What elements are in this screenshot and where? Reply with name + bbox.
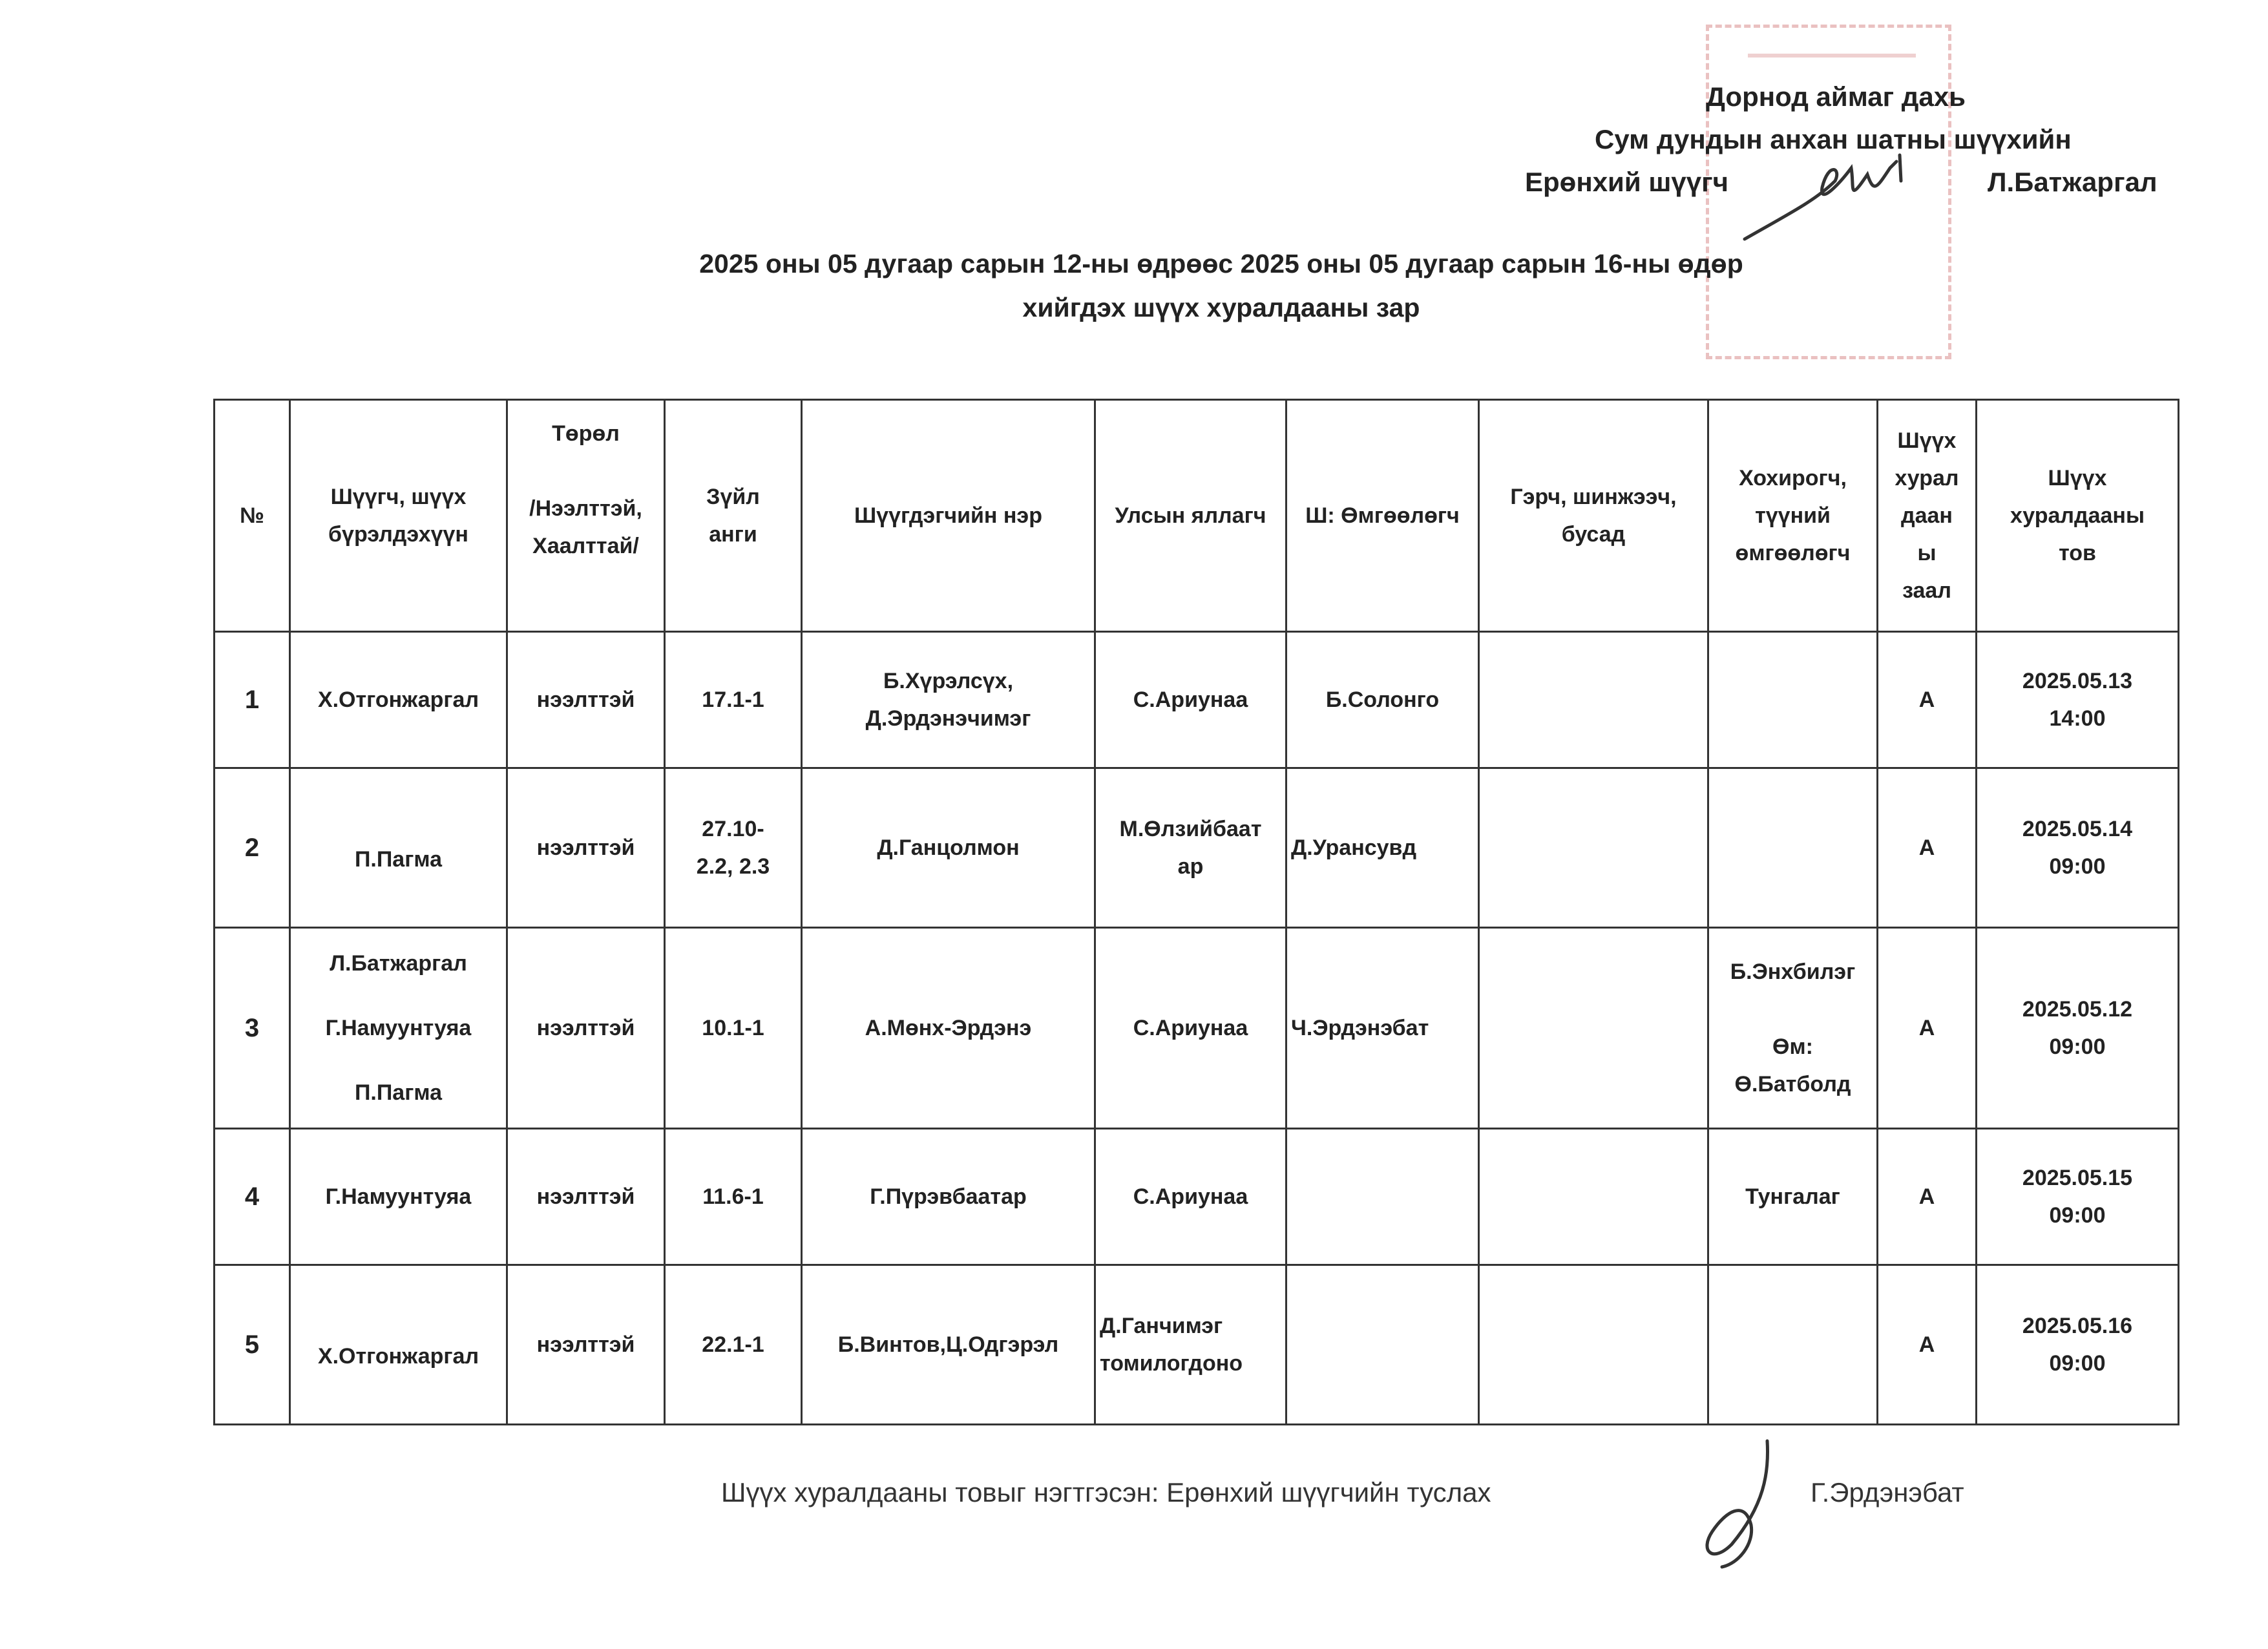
row-defendant: Б.Хүрэлсүх, Д.Эрдэнэчимэг	[802, 632, 1095, 768]
table-row	[215, 928, 2179, 1129]
row-article: 17.1-1	[665, 632, 802, 768]
row-defense: Д.Урансувд	[1286, 768, 1479, 928]
row-schedule: 2025.05.12 09:00	[1977, 928, 2179, 1129]
footer-signer: Г.Эрдэнэбат	[1811, 1477, 1964, 1507]
row-schedule: 2025.05.13 14:00	[1977, 632, 2179, 768]
col-header-judge: Шүүгч, шүүх бүрэлдэхүүн	[290, 400, 507, 632]
col-header-witness: Гэрч, шинжээч, бусад	[1479, 400, 1708, 632]
header-line-2: Сум дундын анхан шатны шүүхийн	[1595, 124, 2072, 154]
row-no: 3	[215, 928, 290, 1129]
row-witness	[1479, 632, 1708, 768]
table-row	[215, 1129, 2179, 1265]
row-type: нээлттэй	[507, 632, 665, 768]
table-row	[215, 768, 2179, 928]
table-row	[215, 1265, 2179, 1425]
row-no: 2	[215, 768, 290, 928]
row-victim	[1708, 768, 1878, 928]
header-signer: Л.Батжаргал	[1988, 167, 2158, 197]
table-row	[215, 632, 2179, 768]
col-header-defendant: Шүүгдэгчийн нэр	[802, 400, 1095, 632]
row-defense: Ч.Эрдэнэбат	[1286, 928, 1479, 1129]
row-article: 11.6-1	[665, 1129, 802, 1265]
row-no: 1	[215, 632, 290, 768]
table-header-row	[215, 400, 2179, 632]
row-room: А	[1878, 1265, 1977, 1425]
row-prosecutor: С.Ариунаа	[1095, 928, 1286, 1129]
page-title: 2025 оны 05 дугаар сарын 12-ны өдрөөс 2025 оны 05 дугаар сарын 16-ны өдөр	[699, 249, 1743, 278]
row-judge: Х.Отгонжаргал	[290, 632, 507, 768]
footer-note: Шүүх хуралдааны товыг нэгтгэсэн: Ерөнхий шүүгчийн туслах	[721, 1477, 1491, 1507]
row-defendant: Г.Пүрэвбаатар	[802, 1129, 1095, 1265]
row-judge: Г.Намуунтуяа	[290, 1129, 507, 1265]
row-witness	[1479, 928, 1708, 1129]
row-defendant: Д.Ганцолмон	[802, 768, 1095, 928]
row-witness	[1479, 1265, 1708, 1425]
col-header-article: Зүйл анги	[665, 400, 802, 632]
col-header-no: №	[215, 400, 290, 632]
row-prosecutor: С.Ариунаа	[1095, 1129, 1286, 1265]
row-prosecutor: Д.Ганчимэг томилогдоно	[1095, 1265, 1286, 1425]
row-judge: П.Пагма	[290, 768, 507, 928]
col-header-prosecutor: Улсын яллагч	[1095, 400, 1286, 632]
row-victim	[1708, 632, 1878, 768]
row-type: нээлттэй	[507, 1129, 665, 1265]
row-prosecutor: С.Ариунаа	[1095, 632, 1286, 768]
hearing-schedule-table	[213, 399, 2179, 1425]
row-witness	[1479, 768, 1708, 928]
row-victim	[1708, 1265, 1878, 1425]
row-defense	[1286, 1129, 1479, 1265]
row-no: 4	[215, 1129, 290, 1265]
row-defense	[1286, 1265, 1479, 1425]
row-judge: Х.Отгонжаргал	[290, 1265, 507, 1425]
row-article: 27.10- 2.2, 2.3	[665, 768, 802, 928]
row-schedule: 2025.05.16 09:00	[1977, 1265, 2179, 1425]
row-article: 22.1-1	[665, 1265, 802, 1425]
row-type: нээлттэй	[507, 768, 665, 928]
row-room: А	[1878, 928, 1977, 1129]
row-schedule: 2025.05.14 09:00	[1977, 768, 2179, 928]
row-article: 10.1-1	[665, 928, 802, 1129]
row-victim: Тунгалаг	[1708, 1129, 1878, 1265]
row-witness	[1479, 1129, 1708, 1265]
row-type: нээлттэй	[507, 928, 665, 1129]
row-room: А	[1878, 768, 1977, 928]
col-header-room: Шүүх хурал даан ы заал	[1878, 400, 1977, 632]
row-room: А	[1878, 632, 1977, 768]
page-subtitle: хийгдэх шүүх хуралдааны зар	[1022, 293, 1420, 322]
row-defense: Б.Солонго	[1286, 632, 1479, 768]
chief-judge-signature	[1738, 142, 1971, 246]
col-header-defense: Ш: Өмгөөлөгч	[1286, 400, 1479, 632]
row-defendant: А.Мөнх-Эрдэнэ	[802, 928, 1095, 1129]
row-room: А	[1878, 1129, 1977, 1265]
row-prosecutor: М.Өлзийбаат ар	[1095, 768, 1286, 928]
header-position: Ерөнхий шүүгч	[1525, 167, 1728, 197]
row-judge: Л.Батжаргал Г.Намуунтуяа П.Пагма	[290, 928, 507, 1129]
row-type: нээлттэй	[507, 1265, 665, 1425]
row-schedule: 2025.05.15 09:00	[1977, 1129, 2179, 1265]
row-defendant: Б.Винтов,Ц.Одгэрэл	[802, 1265, 1095, 1425]
assistant-signature	[1693, 1434, 1783, 1570]
row-no: 5	[215, 1265, 290, 1425]
col-header-schedule: Шүүх хуралдааны тов	[1977, 400, 2179, 632]
row-victim: Б.Энхбилэг Өм: Ө.Батболд	[1708, 928, 1878, 1129]
header-line-1: Дорнод аймаг дахь	[1706, 81, 1966, 112]
col-header-type: Төрөл /Нээлттэй, Хаалттай/	[507, 400, 665, 632]
col-header-victim: Хохирогч, түүний өмгөөлөгч	[1708, 400, 1878, 632]
